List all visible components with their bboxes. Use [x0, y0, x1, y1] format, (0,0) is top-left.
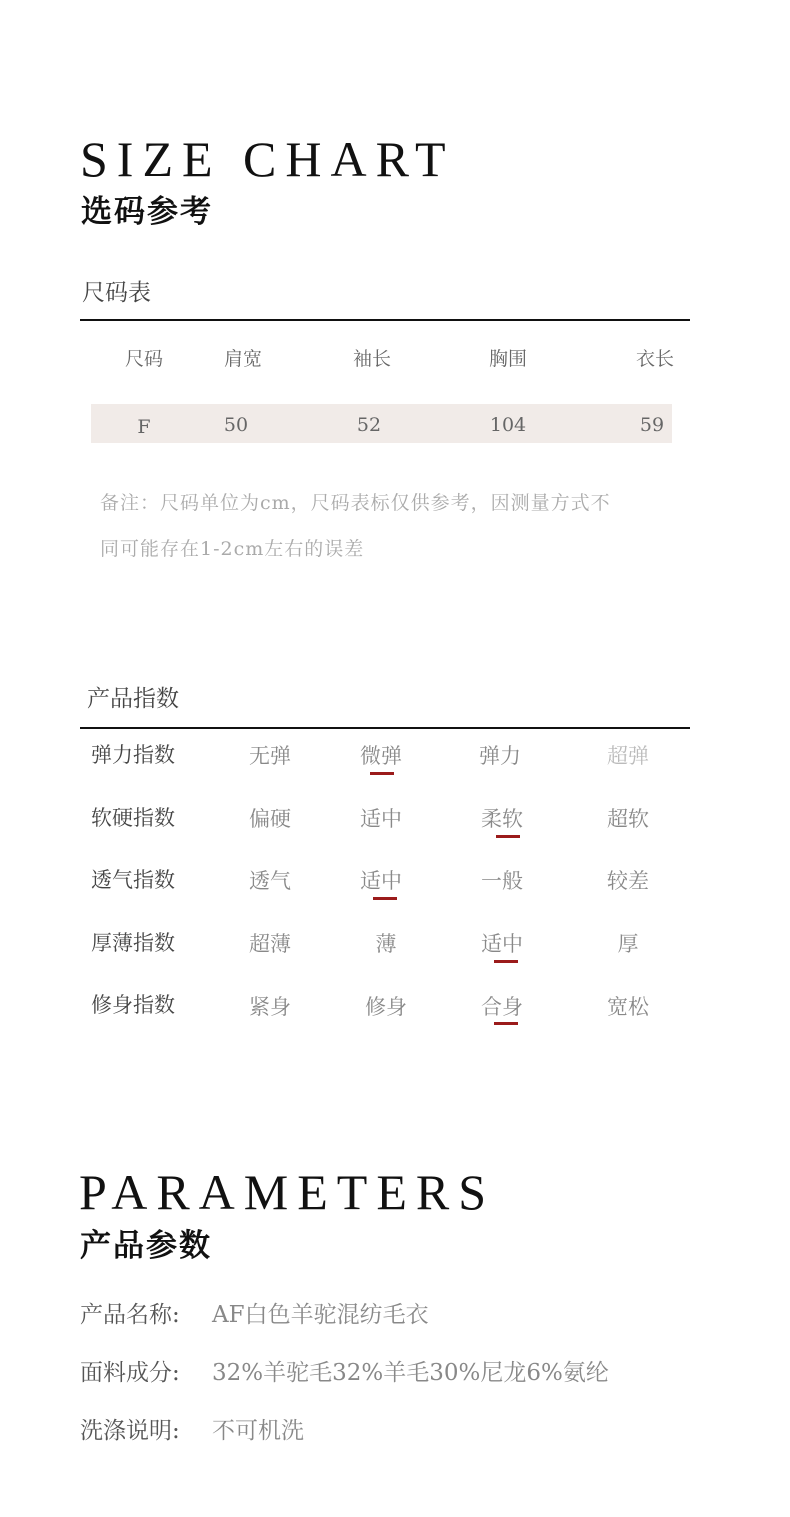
index-label: 厚薄指数 [91, 931, 175, 955]
header-size: 尺码 [124, 348, 164, 370]
index-option: 修身 [365, 995, 407, 1019]
cell-shoulder: 50 [223, 414, 249, 436]
index-option: 弹力 [479, 744, 521, 768]
index-option-selected: 合身 [481, 995, 523, 1019]
index-option: 薄 [375, 932, 397, 956]
index-label: 透气指数 [91, 868, 175, 892]
index-option: 宽松 [607, 995, 649, 1019]
selected-marker [370, 772, 394, 775]
cell-length: 59 [639, 414, 665, 436]
header-chest: 胸围 [488, 348, 528, 370]
size-note-line1: 备注：尺码单位为cm，尺码表标仅供参考，因测量方式不 [100, 492, 611, 514]
param-label-washing: 洗涤说明: [80, 1418, 180, 1444]
selected-marker [494, 960, 518, 963]
param-value-name: AF白色羊驼混纺毛衣 [212, 1302, 429, 1328]
header-shoulder: 肩宽 [223, 348, 263, 370]
product-index-label: 产品指数 [87, 686, 179, 712]
param-value-fabric: 32%羊驼毛32%羊毛30%尼龙6%氨纶 [212, 1360, 609, 1386]
size-chart-title: SIZE CHART [80, 131, 455, 187]
index-option: 透气 [249, 869, 291, 893]
index-option: 超弹 [607, 744, 649, 768]
header-length: 衣长 [635, 348, 675, 370]
parameters-title: PARAMETERS [79, 1164, 496, 1220]
param-label-name: 产品名称: [80, 1302, 180, 1328]
selected-marker [496, 835, 520, 838]
index-option: 适中 [360, 807, 402, 831]
index-label: 修身指数 [91, 993, 175, 1017]
cell-sleeve: 52 [356, 414, 382, 436]
index-option: 一般 [481, 869, 523, 893]
index-option-selected: 适中 [481, 932, 523, 956]
selected-marker [373, 897, 397, 900]
index-option-selected: 微弹 [360, 744, 402, 768]
index-label: 软硬指数 [91, 806, 175, 830]
param-label-fabric: 面料成分: [80, 1360, 180, 1386]
index-option: 超软 [607, 807, 649, 831]
index-option: 超薄 [249, 932, 291, 956]
parameters-subtitle: 产品参数 [80, 1228, 212, 1264]
product-index-divider [80, 727, 690, 729]
index-option: 偏硬 [249, 807, 291, 831]
index-option: 无弹 [249, 744, 291, 768]
cell-size: F [137, 416, 151, 438]
index-label: 弹力指数 [91, 743, 175, 767]
index-option: 较差 [607, 869, 649, 893]
param-value-washing: 不可机洗 [212, 1418, 304, 1444]
size-table-divider [80, 319, 690, 321]
selected-marker [494, 1022, 518, 1025]
size-note-line2: 同可能存在1-2cm左右的误差 [100, 538, 365, 560]
size-chart-subtitle: 选码参考 [81, 194, 213, 230]
cell-chest: 104 [489, 414, 527, 436]
table-row [91, 404, 672, 443]
index-option: 厚 [617, 932, 639, 956]
header-sleeve: 袖长 [352, 348, 392, 370]
index-option: 紧身 [249, 995, 291, 1019]
size-table-label: 尺码表 [82, 280, 151, 306]
index-option-selected: 适中 [360, 869, 402, 893]
index-option-selected: 柔软 [481, 807, 523, 831]
